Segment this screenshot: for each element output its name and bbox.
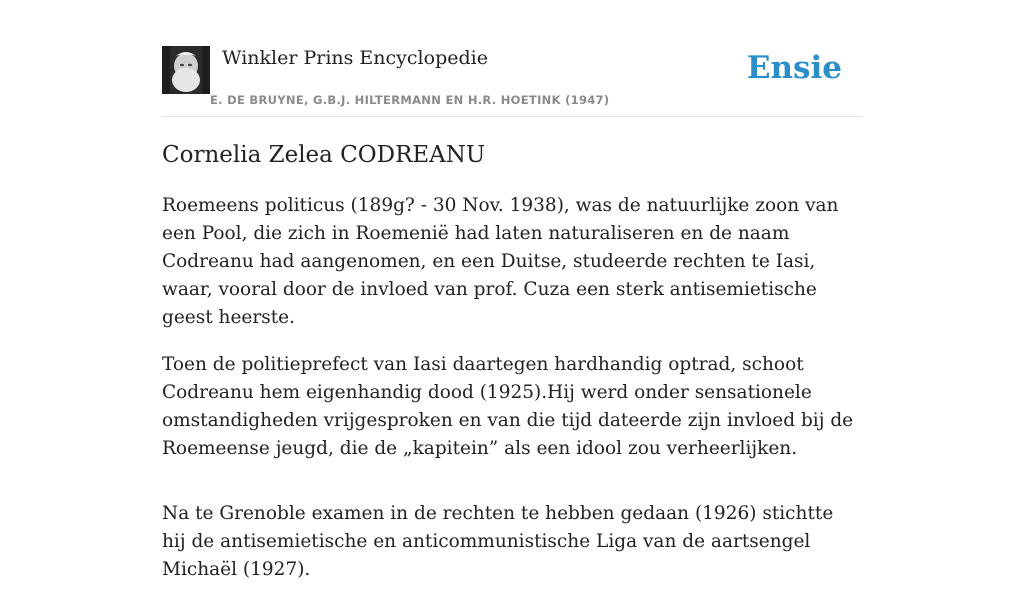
author-avatar[interactable]: [162, 46, 210, 94]
entry-paragraph: Na te Grenoble examen in de rechten te hebben gedaan (1926) stichtte hij de antisemietische en anticommunistische Liga van de aartsengel Michaël (1927).: [162, 503, 834, 580]
page-container: [162, 0, 862, 580]
entry-title: Cornelia Zelea CODREANU: [162, 142, 486, 168]
book-title[interactable]: Winkler Prins Encyclopedie: [222, 47, 488, 69]
entry-paragraph: Roemeens politicus (189g? - 30 Nov. 1938), was de natuurlijke zoon van een Pool, die zich in Roemenië had laten naturaliseren en de naam Codreanu had aangenomen, en een Duitse, studeerde rechten te Iasi, waar, vooral door de invloed van prof. Cuza een sterk antisemietische geest heerste.: [162, 195, 839, 328]
header: [162, 0, 862, 117]
entry-content: [162, 192, 862, 603]
portrait-icon: [162, 46, 210, 94]
ensie-logo[interactable]: Ensie: [746, 50, 842, 86]
entry-paragraph: Toen de politieprefect van Iasi daartegen hardhandig optrad, schoot Codreanu hem eigenhandig dood (1925).Hij werd onder sensationele omstandigheden vrijgesproken en van die tijd dateerde zijn invloed bij de Roemeense jeugd, die de „kapitein” als een idool zou verheerlijken.: [162, 354, 854, 459]
book-authors: E. DE BRUYNE, G.B.J. HILTERMANN EN H.R. HOETINK (1947): [210, 93, 610, 107]
